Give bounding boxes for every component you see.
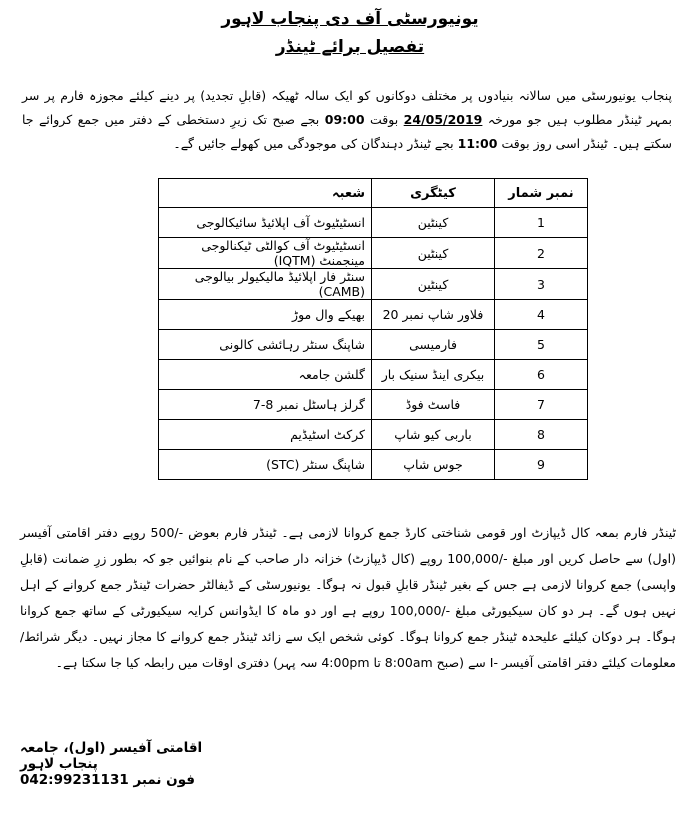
- table-row: [159, 450, 588, 480]
- cell-department: بھیکے وال موڑ: [159, 300, 372, 330]
- table-row: [159, 208, 588, 238]
- table-row: [159, 300, 588, 330]
- cell-department: گلشن جامعہ: [159, 360, 372, 390]
- intro-part2: بوقت: [370, 112, 399, 127]
- phone-line: [20, 772, 220, 788]
- cell-category: کینٹین: [372, 208, 495, 238]
- cell-category: کینٹین: [372, 269, 495, 300]
- cell-serial: 4: [495, 300, 588, 330]
- cell-serial: 9: [495, 450, 588, 480]
- intro-part3: بجے صبح تک زیرِ دستخطی کے دفتر میں جمع کروائے جا سکتے ہیں۔ ٹینڈر اسی روز بوقت: [22, 112, 672, 151]
- university-title: یونیورسٹی آف دی پنجاب لاہور: [221, 9, 479, 29]
- opening-date: 24/05/2019: [403, 112, 483, 127]
- opening-time: 11:00: [457, 136, 498, 151]
- table-row: [159, 269, 588, 300]
- cell-serial: 1: [495, 208, 588, 238]
- header-department: شعبہ: [159, 179, 372, 208]
- cell-category: جوس شاپ: [372, 450, 495, 480]
- phone-label: فون نمبر: [133, 772, 195, 788]
- cell-serial: 7: [495, 390, 588, 420]
- header-category: کیٹگری: [372, 179, 495, 208]
- cell-serial: 6: [495, 360, 588, 390]
- table-row: [159, 330, 588, 360]
- cell-department: شاپنگ سنٹر (STC): [159, 450, 372, 480]
- cell-category: فلاور شاپ نمبر 20: [372, 300, 495, 330]
- phone-number: 042:99231131: [20, 772, 129, 788]
- header-serial: نمبر شمار: [495, 179, 588, 208]
- cell-department: انسٹیٹیوٹ آف اپلائیڈ سائیکالوجی: [159, 208, 372, 238]
- cell-serial: 8: [495, 420, 588, 450]
- signatory: اقامتی آفیسر (اول)، جامعہ پنجاب لاہور: [20, 740, 203, 772]
- intro-paragraph: [22, 84, 672, 156]
- tender-details-heading: تفصیل برائے ٹینڈر: [275, 37, 425, 57]
- intro-line1: پنجاب یونیورسٹی میں سالانہ بنیادوں پر مختلف دوکانوں کو ایک سالہ ٹھیکہ (قابلِ تجدید) پر دینے کیلئے مجوزہ فارم پر سر بمہر ٹینڈر مطلوب ہیں جو مورخہ: [22, 88, 673, 127]
- intro-part4: بجے ٹینڈر دہندگان کی موجودگی میں کھولے جائیں گے۔: [173, 136, 454, 151]
- cell-department: شاپنگ سنٹر رہائشی کالونی: [159, 330, 372, 360]
- cell-category: بیکری اینڈ سنیک بار: [372, 360, 495, 390]
- table-row: [159, 238, 588, 269]
- cell-category: باربی کیو شاپ: [372, 420, 495, 450]
- cell-category: فاسٹ فوڈ: [372, 390, 495, 420]
- cell-department: انسٹیٹیوٹ آف کوالٹی ٹیکنالوجی مینجمنٹ (IQTM): [159, 238, 372, 269]
- cell-department: کرکٹ اسٹیڈیم: [159, 420, 372, 450]
- terms-paragraph: ٹینڈر فارم بمعہ کال ڈیپازٹ اور قومی شناختی کارڈ جمع کروانا لازمی ہے۔ ٹینڈر فارم بعوض -/500 روپے دفتر اقامتی آفیسر (اول) سے حاصل کریں اور مبلغ -/100,000 روپے (کال ڈیپازٹ) خزانہ دار صاحب کے نام بنوائیں جو کہ بطور زرِ ضمانت (قابلِ واپسی) جمع کروانا لازمی ہے جس کے بغیر ٹینڈر قابلِ قبول نہ ہوگا۔ یونیورسٹی کے ڈیفالٹر حضرات ٹینڈر جمع کروانے کے اہل نہیں ہوں گے۔ ہر دو کان سیکیورٹی مبلغ -/100,000 روپے ہے اور دو ماہ کا ایڈوانس کرایہ سیکیورٹی کے ساتھ جمع کروانا ہوگا۔ ہر دوکان کیلئے علیحدہ ٹینڈر جمع کروانا ہوگا۔ کوئی شخص ایک سے زائد ٹینڈر جمع کروانے کا مجاز نہیں۔ دیگر شرائط/معلومات کیلئے دفتر اقامتی آفیسر -I سے (صبح 8:00am تا 4:00pm سہ پہر) دفتری اوقات میں رابطہ کیا جا سکتا ہے۔: [20, 525, 677, 670]
- table-row: [159, 390, 588, 420]
- cell-serial: 5: [495, 330, 588, 360]
- table-header-row: [159, 179, 588, 208]
- tender-table: [158, 178, 588, 480]
- table-row: [159, 360, 588, 390]
- cell-department: گرلز ہاسٹل نمبر 8-7: [159, 390, 372, 420]
- cell-department: سنٹر فار اپلائیڈ مالیکیولر بیالوجی (CAMB): [159, 269, 372, 300]
- cell-serial: 3: [495, 269, 588, 300]
- table-row: [159, 420, 588, 450]
- cell-category: کینٹین: [372, 238, 495, 269]
- cell-serial: 2: [495, 238, 588, 269]
- submission-time: 09:00: [324, 112, 365, 127]
- cell-category: فارمیسی: [372, 330, 495, 360]
